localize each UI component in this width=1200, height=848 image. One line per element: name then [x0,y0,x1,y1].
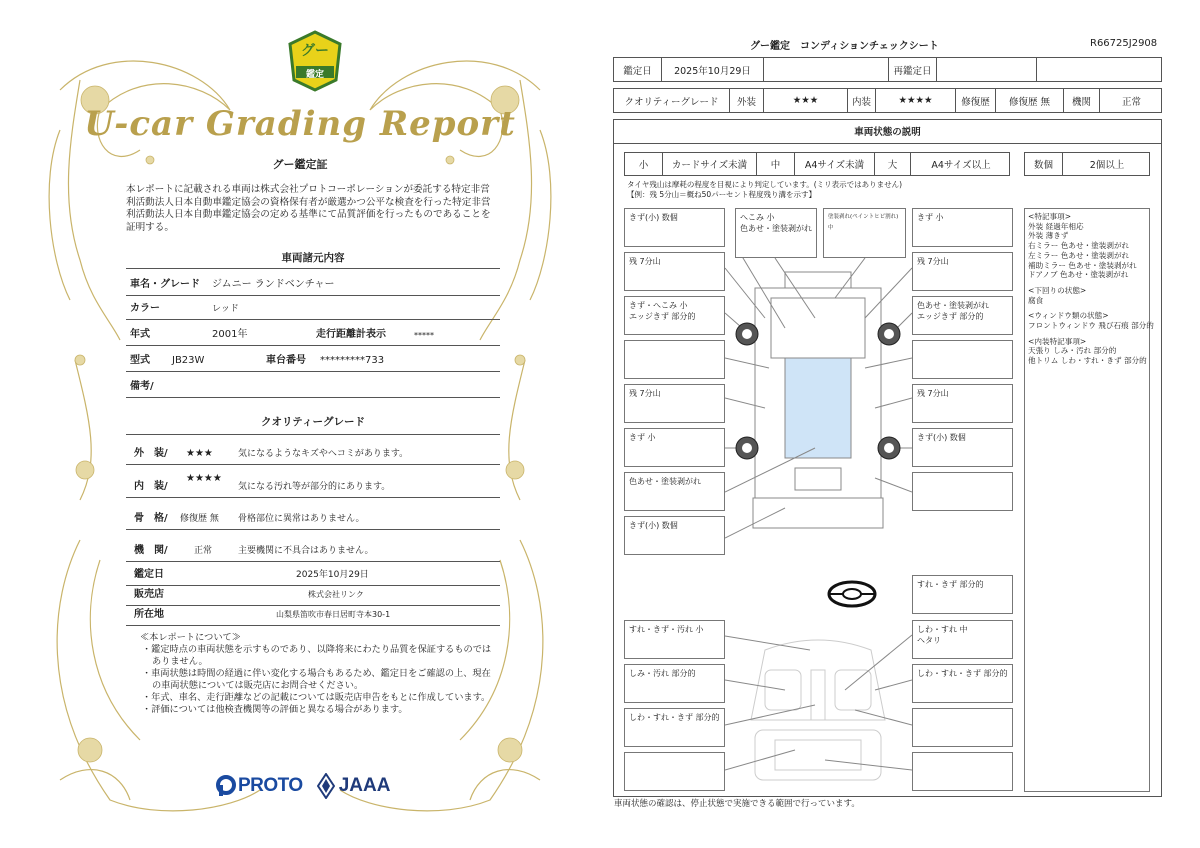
spec-line: <下回りの状態> [1028,285,1087,295]
chassis-label: 車台番号 [266,355,306,366]
frame-label: 骨 格/ [134,513,168,524]
badge-text-top: グー [301,43,329,59]
sheet-title: グー鑑定 コンディションチェックシート [750,41,939,52]
interior-stars: ★★★★ [876,89,956,112]
frame-row [126,498,500,530]
badge-text-bottom: 鑑定 [305,70,324,80]
date-value: 2025年10月29日 [296,570,369,580]
quality-title: クオリティーグレード [261,416,365,428]
count-legend [1024,152,1150,176]
spec-line: 右ミラー 色あせ・塗装剥がれ [1028,241,1130,251]
notes-title: ≪本レポートについて≫ [140,632,241,643]
condition-box-right: 残 7分山 [912,384,1013,423]
size-large-desc: A4サイズ以上 [931,160,991,171]
name-label: 車名・グレード [130,279,200,290]
remarks-row [126,372,500,398]
size-medium-desc: A4サイズ未満 [795,153,875,175]
condition-box-left: きず(小) 数個 [624,516,725,555]
car-interior-diagram [725,630,912,795]
car-exterior-diagram [725,258,912,548]
size-legend [624,152,1010,176]
condition-box-left: 残 7分山 [624,384,725,423]
interior-box-left: しみ・汚れ 部分的 [624,664,725,703]
condition-box-right: 色あせ・塗装剥がれ エッジきず 部分的 [912,296,1013,335]
exterior-label: 外装 [730,89,764,112]
certificate-title: グー鑑定証 [272,158,328,171]
special-notes-panel [1024,208,1154,792]
frame-desc: 骨格部位に異常はありません。 [238,514,365,524]
exterior-row [126,434,500,465]
color-value: レッド [212,304,239,314]
sheet-number: R66725J2908 [1090,38,1158,49]
count-value: 2個以上 [1089,160,1125,171]
repair-value: 修復歴 無 [996,89,1064,112]
specs-title: 車両諸元内容 [281,252,345,264]
repair-label: 修復歴 [956,89,996,112]
tire-note [627,180,902,200]
proto-logo [216,775,303,797]
interior-label: 内 装/ [134,481,168,492]
size-small: 小 [625,153,663,175]
interior-stars: ★★★★ [186,473,222,484]
count-label: 数個 [1025,153,1063,175]
note-item: ・評価については他検査機関等の評価と異なる場合があります。 [142,704,408,715]
year-row [126,320,500,346]
interior-desc: 気になる汚れ等が部分的にあります。 [238,482,391,492]
interior-box-right: しわ・すれ・きず 部分的 [912,664,1013,703]
interior-box-right: しわ・すれ 中 ヘタリ [912,620,1013,659]
engine-value: 正常 [194,546,213,556]
spec-line: <特記事項> [1028,212,1072,221]
condition-box-right: きず(小) 数個 [912,428,1013,467]
exterior-stars: ★★★ [764,89,848,112]
script-title: U-car Grading Report [84,104,516,144]
year-value: 2001年 [212,329,248,340]
year-label: 年式 [130,329,150,340]
sheet-date-value: 2025年10月29日 [662,58,764,81]
dealer-row [126,586,500,606]
size-small-desc: カードサイズ未満 [663,153,757,175]
model-row [126,346,500,372]
tire-note-line2: 【例：残 5分山＝概ね50パーセント程度残り溝を示す】 [627,190,817,199]
condition-box-left [624,340,725,379]
name-row [126,268,500,296]
steering-wheel-icon [826,579,878,609]
condition-box-right [912,340,1013,379]
exterior-label: 外 装/ [134,448,168,459]
spec-line: 天張り しみ・汚れ 部分的 [1028,346,1117,356]
proto-mark-icon [216,775,236,797]
remarks-label: 備考/ [130,381,154,392]
spec-line: 外装 経過年相応 [1028,221,1084,231]
condition-box-left: きず 小 [624,428,725,467]
spec-line: フロントウィンドウ 飛び石痕 部分的 [1028,321,1154,331]
condition-box-left: 残 7分山 [624,252,725,291]
condition-box-right: きず 小 [912,208,1013,247]
spec-line: 左ミラー 色あせ・塗装剥がれ [1028,250,1130,260]
spec-line: 腐食 [1028,295,1044,305]
section-title: 車両状態の説明 [613,119,1162,144]
report-notes [140,632,496,716]
date-label: 鑑定日 [134,569,164,580]
size-large: 大 [875,153,911,175]
condition-box-top: 塗装剥れ(ペイントヒビ割れ) 中 [823,208,906,258]
redate-label: 再鑑定日 [889,58,937,81]
blank-cell [1037,58,1163,81]
dealer-label: 販売店 [134,589,164,600]
color-row [126,296,500,320]
note-item: ・車両状態は時間の経過に伴い変化する場合もあるため、鑑定日をご確認の上、現在の車両状態については販売店にお問合せください。 [142,668,491,691]
interior-box-left [624,752,725,791]
engine-desc: 主要機関に不具合はありません。 [238,546,374,556]
interior-box-left: すれ・きず・汚れ 小 [624,620,725,659]
jaaa-logo-text: JAAA [338,775,391,796]
chassis-value: *********733 [320,355,385,366]
sheet-footnote: 車両状態の確認は、停止状態で実施できる範囲で行っています。 [614,799,860,809]
address-label: 所在地 [134,609,164,620]
dealer-value: 株式会社リンク [308,590,364,599]
condition-box-left: きず・へこみ 小 エッジきず 部分的 [624,296,725,335]
spec-line: 補助ミラー 色あせ・塗装剥がれ [1028,260,1137,270]
interior-box-left: しわ・すれ・きず 部分的 [624,708,725,747]
footer-logos [216,770,390,802]
mileage-value: ***** [414,331,434,340]
condition-box-top: へこみ 小 色あせ・塗装剥がれ [735,208,817,258]
exterior-stars: ★★★ [186,448,213,459]
exterior-desc: 気になるようなキズやヘコミがあります。 [238,449,409,459]
size-medium: 中 [757,153,795,175]
redate-value [937,58,1037,81]
engine-value: 正常 [1121,96,1141,108]
interior-box-right [912,708,1013,747]
model-value: JB23W [172,355,205,366]
color-label: カラー [130,303,160,314]
frame-value: 修復歴 無 [180,514,219,524]
note-item: ・年式、車名、走行距離などの記載については販売店申告をもとに作成しています。 [142,692,491,703]
interior-box-right: すれ・きず 部分的 [912,575,1013,614]
engine-label: 機 関/ [134,545,168,556]
sheet-date-label: 鑑定日 [614,58,662,81]
spec-line: 他トリム しわ・すれ・きず 部分的 [1028,356,1147,366]
blank-cell [764,58,889,81]
engine-label: 機関 [1064,89,1100,112]
tire-note-line1: タイヤ残山は摩耗の程度を目視により判定しています。(ミリ表示ではありません) [627,180,903,189]
condition-box-left: 色あせ・塗装剥がれ [624,472,725,511]
interior-label: 内装 [848,89,876,112]
date-row [126,564,500,586]
grade-table [613,88,1162,113]
spec-line: ドアノブ 色あせ・塗装剥がれ [1028,270,1129,280]
condition-box-right [912,472,1013,511]
interior-row [126,465,500,498]
note-item: ・鑑定時点の車両状態を示すものであり、以降将来にわたり品質を保証するものではありません。 [142,644,492,667]
interior-box-right [912,752,1013,791]
spec-line: <内装特記事項> [1028,336,1087,346]
quality-label: クオリティーグレード [614,89,730,112]
spec-line: <ウィンドウ類の状態> [1028,311,1109,321]
certificate-intro: 本レポートに記載される車両は株式会社プロトコーポレーションが委託する特定非営利活動法人日本自動車鑑定協会の資格保有者が厳選かつ公平な検査を行った特定非営利活動法人日本自動車鑑定協会の定める基準にて品質評価を行ったものであることを証明する。 [126,184,491,233]
jaaa-logo [317,773,391,799]
model-label: 型式 [130,355,150,366]
address-value: 山梨県笛吹市春日居町寺本30-1 [276,610,391,619]
engine-row [126,530,500,562]
date-table [613,57,1162,82]
jaaa-mark-icon [317,773,335,799]
spec-line: 外装 薄きず [1028,231,1069,241]
condition-box-right: 残 7分山 [912,252,1013,291]
proto-logo-text: PROTO [238,775,303,796]
condition-box-left: きず(小) 数個 [624,208,725,247]
name-value: ジムニー ランドベンチャー [212,279,335,290]
address-row [126,606,500,626]
mileage-label: 走行距離計表示 [316,329,386,340]
